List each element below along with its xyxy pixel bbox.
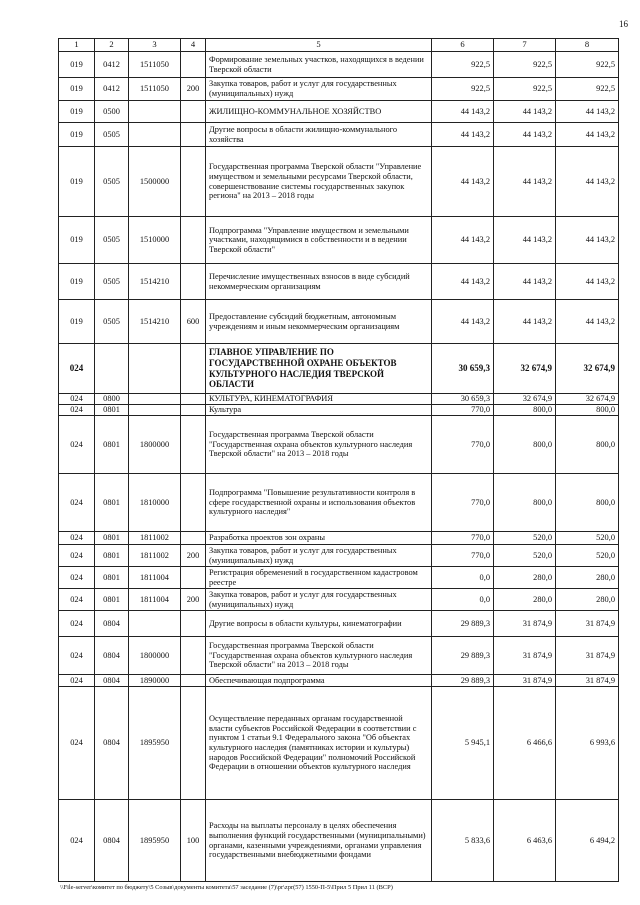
- section-code: 0801: [95, 416, 129, 474]
- amount-col7: 6 466,6: [494, 687, 556, 800]
- expense-type-code: [181, 394, 206, 405]
- target-article-code: 1511050: [129, 52, 181, 78]
- amount-col6: 30 659,3: [432, 394, 494, 405]
- amount-col7: 6 463,6: [494, 800, 556, 882]
- amount-col7: 31 874,9: [494, 637, 556, 675]
- budget-admin-code: 019: [59, 264, 95, 300]
- target-article-code: 1811002: [129, 545, 181, 567]
- expense-type-code: [181, 344, 206, 394]
- amount-col7: 280,0: [494, 589, 556, 611]
- item-name: Перечисление имущественных взносов в виде субсидий некоммерческим организациям: [206, 264, 432, 300]
- table-header-row: [59, 39, 619, 52]
- amount-col6: 30 659,3: [432, 344, 494, 394]
- amount-col8: 44 143,2: [556, 264, 619, 300]
- item-name: ГЛАВНОЕ УПРАВЛЕНИЕ ПО ГОСУДАРСТВЕННОЙ ОХРАНЕ ОБЪЕКТОВ КУЛЬТУРНОГО НАСЛЕДИЯ ТВЕРСКОЙ ОБЛАСТИ: [206, 344, 432, 394]
- column-header: 3: [129, 39, 181, 52]
- column-header: 2: [95, 39, 129, 52]
- budget-admin-code: 024: [59, 532, 95, 545]
- budget-admin-code: 019: [59, 52, 95, 78]
- amount-col8: 32 674,9: [556, 394, 619, 405]
- expense-type-code: [181, 405, 206, 416]
- amount-col6: 922,5: [432, 52, 494, 78]
- column-header: 5: [206, 39, 432, 52]
- target-article-code: [129, 123, 181, 147]
- table-row: [59, 123, 619, 147]
- amount-col6: 29 889,3: [432, 637, 494, 675]
- item-name: Государственная программа Тверской области "Государственная охрана объектов культурного наследия Тверской области" на 2013 – 2018 годы: [206, 637, 432, 675]
- table-row: [59, 611, 619, 637]
- target-article-code: [129, 611, 181, 637]
- target-article-code: 1890000: [129, 675, 181, 687]
- budget-admin-code: 019: [59, 78, 95, 101]
- amount-col7: 44 143,2: [494, 123, 556, 147]
- item-name: Обеспечивающая подпрограмма: [206, 675, 432, 687]
- table-row: [59, 264, 619, 300]
- item-name: Предоставление субсидий бюджетным, автономным учреждениям и иным некоммерческим организациям: [206, 300, 432, 344]
- budget-admin-code: 024: [59, 394, 95, 405]
- budget-admin-code: 019: [59, 147, 95, 217]
- section-code: 0801: [95, 474, 129, 532]
- file-path-footer: \\File-server\комитет по бюджету\5 Созыв\документы комитета\57 заседание (7)\pr\zpr(57) 1550-П-5\Прил 5 Прил 11 (ВСР): [60, 884, 393, 891]
- amount-col6: 44 143,2: [432, 123, 494, 147]
- target-article-code: [129, 344, 181, 394]
- amount-col6: 770,0: [432, 405, 494, 416]
- amount-col6: 770,0: [432, 545, 494, 567]
- item-name: Государственная программа Тверской области "Государственная охрана объектов культурного наследия Тверской области" на 2013 – 2018 годы: [206, 416, 432, 474]
- amount-col8: 44 143,2: [556, 217, 619, 264]
- budget-admin-code: 024: [59, 589, 95, 611]
- expense-type-code: 100: [181, 800, 206, 882]
- section-code: 0801: [95, 589, 129, 611]
- table-row: [59, 567, 619, 589]
- target-article-code: 1811002: [129, 532, 181, 545]
- amount-col6: 5 833,6: [432, 800, 494, 882]
- amount-col6: 5 945,1: [432, 687, 494, 800]
- target-article-code: 1500000: [129, 147, 181, 217]
- section-code: 0801: [95, 405, 129, 416]
- item-name: Осуществление переданных органам государственной власти субъектов Российской Федерации в соответствии с пунктом 1 статьи 9.1 Федерального закона "Об объектах культурного наследия (памятниках истории и культуры) народов Российской Федерации" полномочий Российской Федерации в отношении объектов культурного наследия: [206, 687, 432, 800]
- section-code: 0804: [95, 637, 129, 675]
- section-code: 0500: [95, 101, 129, 123]
- amount-col6: 44 143,2: [432, 264, 494, 300]
- page-number: 16: [619, 19, 628, 29]
- expense-type-code: [181, 687, 206, 800]
- amount-col6: 29 889,3: [432, 611, 494, 637]
- amount-col7: 800,0: [494, 416, 556, 474]
- section-code: 0801: [95, 545, 129, 567]
- amount-col6: 770,0: [432, 474, 494, 532]
- column-header: 8: [556, 39, 619, 52]
- budget-admin-code: 024: [59, 545, 95, 567]
- amount-col8: 922,5: [556, 78, 619, 101]
- item-name: Закупка товаров, работ и услуг для государственных (муниципальных) нужд: [206, 545, 432, 567]
- expense-type-code: [181, 101, 206, 123]
- amount-col7: 800,0: [494, 405, 556, 416]
- table-row: [59, 532, 619, 545]
- table-row: [59, 687, 619, 800]
- budget-admin-code: 019: [59, 101, 95, 123]
- target-article-code: [129, 405, 181, 416]
- expense-type-code: [181, 147, 206, 217]
- amount-col8: 44 143,2: [556, 123, 619, 147]
- expense-type-code: [181, 416, 206, 474]
- budget-admin-code: 019: [59, 300, 95, 344]
- expense-type-code: [181, 123, 206, 147]
- target-article-code: 1510000: [129, 217, 181, 264]
- amount-col7: 32 674,9: [494, 344, 556, 394]
- amount-col8: 800,0: [556, 405, 619, 416]
- table-row: [59, 217, 619, 264]
- target-article-code: 1514210: [129, 264, 181, 300]
- table-row: [59, 545, 619, 567]
- amount-col6: 0,0: [432, 589, 494, 611]
- section-code: 0804: [95, 687, 129, 800]
- budget-admin-code: 024: [59, 567, 95, 589]
- amount-col7: 922,5: [494, 52, 556, 78]
- column-header: 1: [59, 39, 95, 52]
- table-row: [59, 101, 619, 123]
- item-name: Подпрограмма "Управление имуществом и земельными участками, находящимися в собственности и в ведении Тверской области": [206, 217, 432, 264]
- budget-admin-code: 024: [59, 675, 95, 687]
- target-article-code: 1895950: [129, 687, 181, 800]
- table-row: [59, 300, 619, 344]
- amount-col8: 6 993,6: [556, 687, 619, 800]
- amount-col6: 770,0: [432, 416, 494, 474]
- amount-col7: 44 143,2: [494, 264, 556, 300]
- budget-admin-code: 024: [59, 344, 95, 394]
- amount-col7: 31 874,9: [494, 675, 556, 687]
- table-row: [59, 800, 619, 882]
- amount-col8: 31 874,9: [556, 611, 619, 637]
- item-name: Другие вопросы в области культуры, кинематографии: [206, 611, 432, 637]
- target-article-code: 1811004: [129, 589, 181, 611]
- amount-col8: 31 874,9: [556, 637, 619, 675]
- section-code: 0804: [95, 800, 129, 882]
- expense-type-code: [181, 675, 206, 687]
- amount-col6: 0,0: [432, 567, 494, 589]
- amount-col6: 44 143,2: [432, 101, 494, 123]
- item-name: Подпрограмма "Повышение результативности контроля в сфере государственной охраны и использования объектов культурного наследия": [206, 474, 432, 532]
- amount-col6: 922,5: [432, 78, 494, 101]
- budget-admin-code: 024: [59, 474, 95, 532]
- amount-col6: 44 143,2: [432, 217, 494, 264]
- section-code: 0505: [95, 264, 129, 300]
- amount-col6: 44 143,2: [432, 300, 494, 344]
- amount-col7: 800,0: [494, 474, 556, 532]
- expense-type-code: 200: [181, 78, 206, 101]
- amount-col8: 922,5: [556, 52, 619, 78]
- budget-admin-code: 024: [59, 416, 95, 474]
- expense-type-code: 200: [181, 589, 206, 611]
- target-article-code: 1811004: [129, 567, 181, 589]
- amount-col6: 29 889,3: [432, 675, 494, 687]
- amount-col8: 44 143,2: [556, 147, 619, 217]
- budget-admin-code: 024: [59, 637, 95, 675]
- table-row: [59, 147, 619, 217]
- expense-type-code: [181, 637, 206, 675]
- section-code: 0505: [95, 123, 129, 147]
- budget-admin-code: 024: [59, 611, 95, 637]
- section-code: 0505: [95, 300, 129, 344]
- item-name: Регистрация обременений в государственном кадастровом реестре: [206, 567, 432, 589]
- budget-admin-code: 024: [59, 800, 95, 882]
- expense-type-code: [181, 474, 206, 532]
- expense-type-code: [181, 611, 206, 637]
- amount-col7: 520,0: [494, 545, 556, 567]
- expense-type-code: 200: [181, 545, 206, 567]
- target-article-code: 1810000: [129, 474, 181, 532]
- amount-col8: 6 494,2: [556, 800, 619, 882]
- expense-type-code: [181, 264, 206, 300]
- target-article-code: [129, 101, 181, 123]
- amount-col6: 44 143,2: [432, 147, 494, 217]
- table-row: [59, 52, 619, 78]
- item-name: Культура: [206, 405, 432, 416]
- amount-col8: 800,0: [556, 474, 619, 532]
- target-article-code: 1895950: [129, 800, 181, 882]
- section-code: 0801: [95, 532, 129, 545]
- section-code: 0800: [95, 394, 129, 405]
- amount-col8: 280,0: [556, 567, 619, 589]
- expense-type-code: [181, 532, 206, 545]
- item-name: ЖИЛИЩНО-КОММУНАЛЬНОЕ ХОЗЯЙСТВО: [206, 101, 432, 123]
- table-row: [59, 78, 619, 101]
- item-name: Расходы на выплаты персоналу в целях обеспечения выполнения функций государственными (муниципальными) органами, казенными учреждениями, органами управления государственными внебюджетными фондами: [206, 800, 432, 882]
- column-header: 7: [494, 39, 556, 52]
- amount-col7: 44 143,2: [494, 101, 556, 123]
- target-article-code: 1800000: [129, 416, 181, 474]
- column-header: 6: [432, 39, 494, 52]
- amount-col8: 31 874,9: [556, 675, 619, 687]
- amount-col8: 520,0: [556, 545, 619, 567]
- item-name: Закупка товаров, работ и услуг для государственных (муниципальных) нужд: [206, 589, 432, 611]
- section-code: 0804: [95, 611, 129, 637]
- amount-col7: 44 143,2: [494, 147, 556, 217]
- item-name: Другие вопросы в области жилищно-коммунального хозяйства: [206, 123, 432, 147]
- item-name: Формирование земельных участков, находящихся в ведении Тверской области: [206, 52, 432, 78]
- section-code: [95, 344, 129, 394]
- amount-col8: 32 674,9: [556, 344, 619, 394]
- section-code: 0505: [95, 147, 129, 217]
- item-name: КУЛЬТУРА, КИНЕМАТОГРАФИЯ: [206, 394, 432, 405]
- section-code: 0412: [95, 52, 129, 78]
- expense-type-code: [181, 217, 206, 264]
- column-header: 4: [181, 39, 206, 52]
- budget-admin-code: 019: [59, 123, 95, 147]
- target-article-code: [129, 394, 181, 405]
- table-row: [59, 394, 619, 405]
- section-code: 0801: [95, 567, 129, 589]
- item-name: Закупка товаров, работ и услуг для государственных (муниципальных) нужд: [206, 78, 432, 101]
- section-code: 0505: [95, 217, 129, 264]
- amount-col6: 770,0: [432, 532, 494, 545]
- target-article-code: 1800000: [129, 637, 181, 675]
- expense-type-code: [181, 567, 206, 589]
- expense-type-code: [181, 52, 206, 78]
- amount-col8: 44 143,2: [556, 300, 619, 344]
- table-row: [59, 637, 619, 675]
- target-article-code: 1514210: [129, 300, 181, 344]
- table-row: [59, 675, 619, 687]
- budget-table: [58, 38, 619, 882]
- section-code: 0412: [95, 78, 129, 101]
- amount-col7: 32 674,9: [494, 394, 556, 405]
- item-name: Разработка проектов зон охраны: [206, 532, 432, 545]
- table-row: [59, 344, 619, 394]
- amount-col8: 44 143,2: [556, 101, 619, 123]
- table-row: [59, 405, 619, 416]
- amount-col7: 44 143,2: [494, 300, 556, 344]
- table-row: [59, 474, 619, 532]
- amount-col7: 31 874,9: [494, 611, 556, 637]
- amount-col8: 800,0: [556, 416, 619, 474]
- target-article-code: 1511050: [129, 78, 181, 101]
- expense-type-code: 600: [181, 300, 206, 344]
- table-row: [59, 416, 619, 474]
- amount-col7: 922,5: [494, 78, 556, 101]
- table-row: [59, 589, 619, 611]
- amount-col8: 520,0: [556, 532, 619, 545]
- amount-col7: 520,0: [494, 532, 556, 545]
- budget-admin-code: 019: [59, 217, 95, 264]
- budget-admin-code: 024: [59, 405, 95, 416]
- item-name: Государственная программа Тверской области "Управление имуществом и земельными ресурсами Тверской области, совершенствование системы государственных закупок региона" на 2013 – 2018 годы: [206, 147, 432, 217]
- budget-admin-code: 024: [59, 687, 95, 800]
- amount-col8: 280,0: [556, 589, 619, 611]
- amount-col7: 44 143,2: [494, 217, 556, 264]
- amount-col7: 280,0: [494, 567, 556, 589]
- section-code: 0804: [95, 675, 129, 687]
